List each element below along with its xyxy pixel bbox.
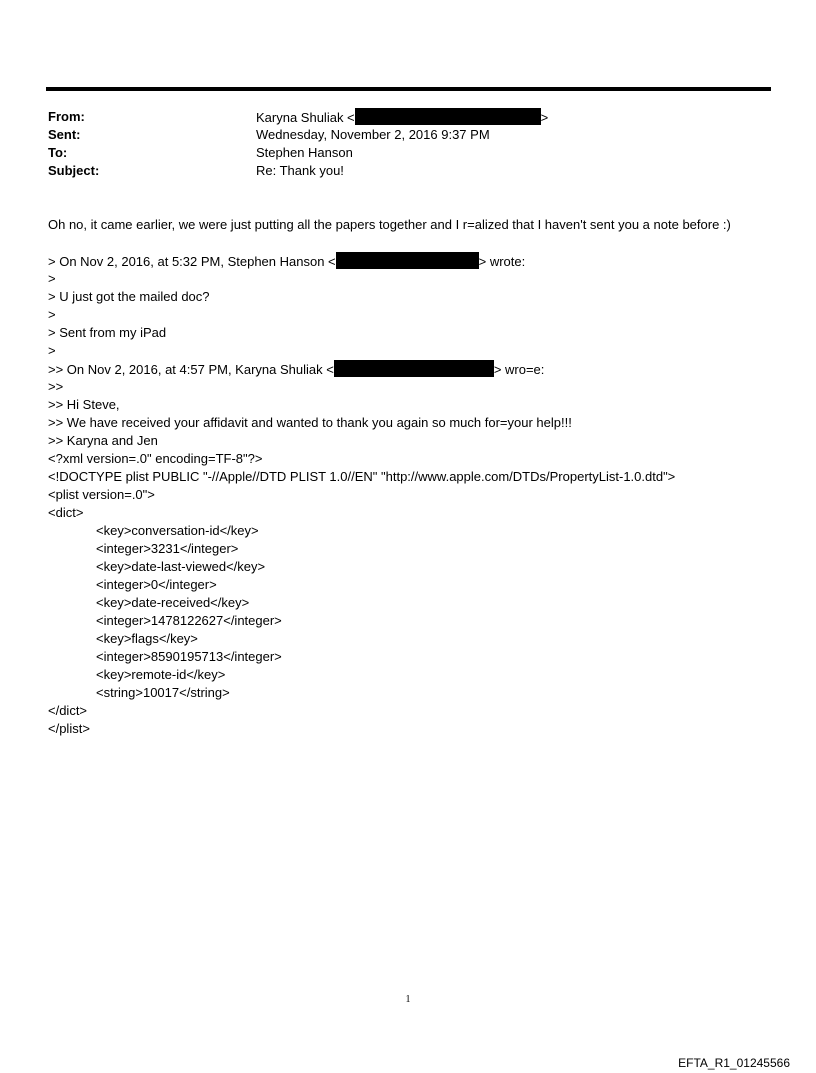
quote-line: > xyxy=(48,271,56,286)
xml-line: <key>conversation-id</key> xyxy=(96,523,259,538)
xml-line: </plist> xyxy=(48,721,90,736)
quote-line: >> Hi Steve, xyxy=(48,397,120,412)
header-rule xyxy=(46,87,771,91)
sent-row xyxy=(48,126,768,144)
from-name: Karyna Shuliak < xyxy=(256,110,355,125)
to-row xyxy=(48,144,768,162)
xml-line: <key>date-received</key> xyxy=(96,595,250,610)
xml-line: <integer>8590195713</integer> xyxy=(96,649,282,664)
quote-line: >> xyxy=(48,379,64,394)
redaction-bar xyxy=(355,108,541,125)
from-label: From: xyxy=(48,109,85,124)
subject-label: Subject: xyxy=(48,163,100,178)
xml-line: <integer>0</integer> xyxy=(96,577,217,592)
quote-header-prefix: > On Nov 2, 2016, at 5:32 PM, Stephen Hanson < xyxy=(48,254,336,269)
email-body xyxy=(48,216,778,738)
quote-line: >> We have received your affidavit and wanted to thank you again so much for=your help!!! xyxy=(48,415,572,430)
quote-header-prefix: >> On Nov 2, 2016, at 4:57 PM, Karyna Shuliak < xyxy=(48,362,334,377)
quote-line: >> Karyna and Jen xyxy=(48,433,158,448)
quote-line: > U just got the mailed doc? xyxy=(48,289,210,304)
subject-row xyxy=(48,162,768,180)
quote-line: > xyxy=(48,307,56,322)
sent-value: Wednesday, November 2, 2016 9:37 PM xyxy=(256,127,490,142)
bates-number: EFTA_R1_01245566 xyxy=(678,1056,790,1070)
xml-line: <plist version=.0"> xyxy=(48,487,155,502)
xml-line: </dict> xyxy=(48,703,88,718)
redaction-bar xyxy=(336,252,479,269)
from-close: > xyxy=(540,110,549,125)
quote-line xyxy=(48,360,778,378)
xml-line: <integer>1478122627</integer> xyxy=(96,613,282,628)
subject-value: Re: Thank you! xyxy=(256,163,344,178)
page-number: 1 xyxy=(405,994,411,1005)
email-header xyxy=(48,108,768,180)
redaction-bar xyxy=(334,360,494,377)
xml-line: <key>flags</key> xyxy=(96,631,198,646)
sent-label: Sent: xyxy=(48,127,81,142)
from-row xyxy=(48,108,768,126)
quote-line: > Sent from my iPad xyxy=(48,325,167,340)
xml-line: <integer>3231</integer> xyxy=(96,541,239,556)
from-value xyxy=(256,108,768,126)
quote-header-suffix: > wro=e: xyxy=(493,362,545,377)
to-label: To: xyxy=(48,145,68,160)
xml-line: <key>date-last-viewed</key> xyxy=(96,559,266,574)
quote-line xyxy=(48,252,778,270)
quote-line: > xyxy=(48,343,56,358)
xml-line: <string>10017</string> xyxy=(96,685,230,700)
to-value: Stephen Hanson xyxy=(256,145,353,160)
xml-line: <dict> xyxy=(48,505,84,520)
xml-line: <!DOCTYPE plist PUBLIC "-//Apple//DTD PLIST 1.0//EN" "http://www.apple.com/DTDs/PropertyList-1.0.dtd"> xyxy=(48,469,676,484)
xml-line: <?xml version=.0" encoding=TF-8"?> xyxy=(48,451,263,466)
reply-text: Oh no, it came earlier, we were just putting all the papers together and I r=alized that I haven't sent you a note before :) xyxy=(48,217,731,232)
xml-line: <key>remote-id</key> xyxy=(96,667,226,682)
quote-header-suffix: > wrote: xyxy=(478,254,526,269)
